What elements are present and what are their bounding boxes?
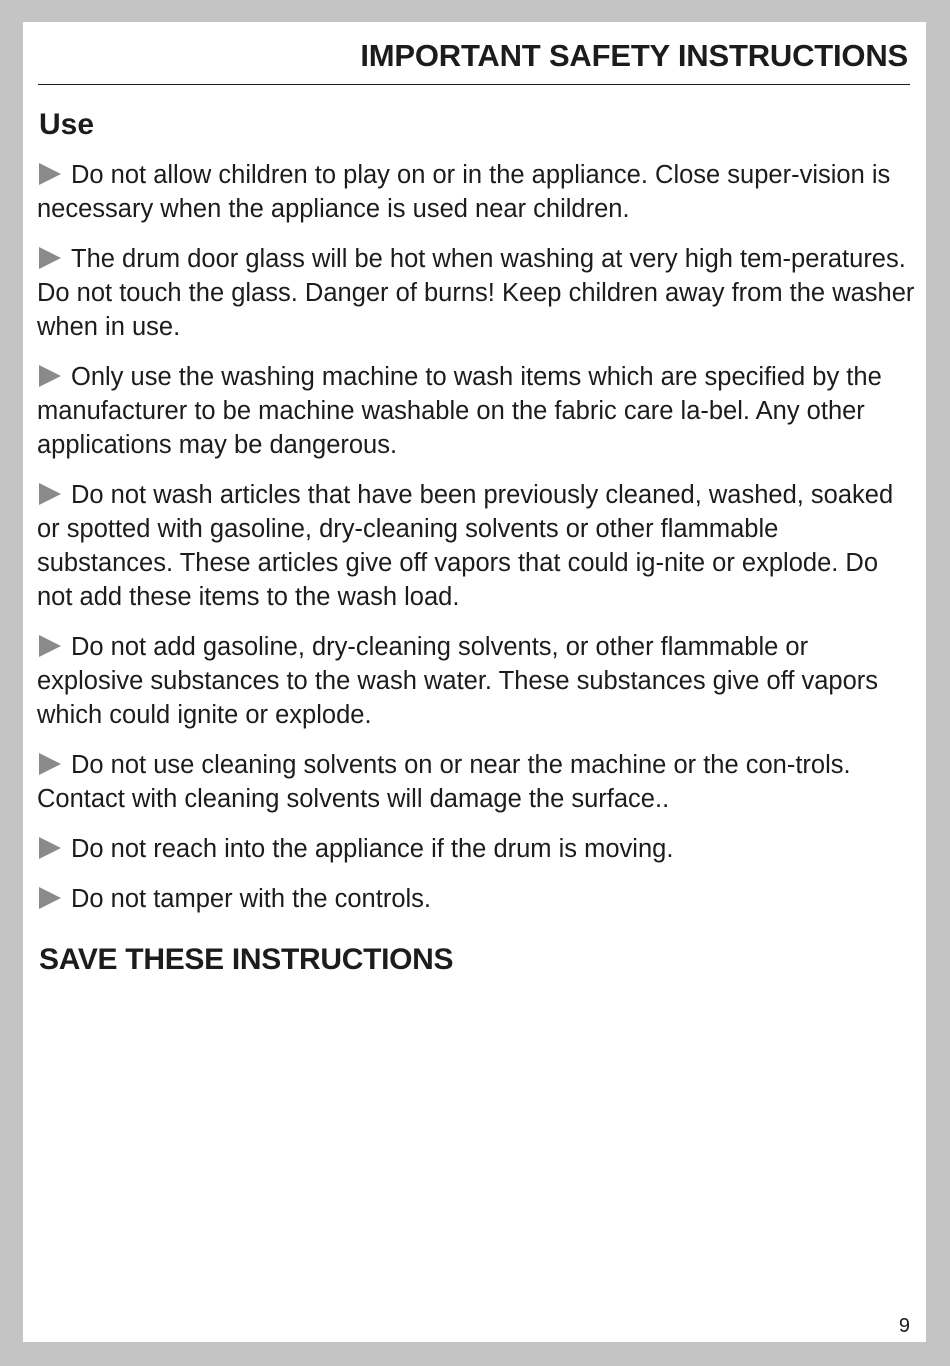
list-item (37, 158, 919, 226)
list-item (37, 882, 919, 916)
list-item (37, 748, 919, 816)
instruction-list (37, 158, 919, 932)
list-item (37, 242, 919, 344)
instruction-text: Do not add gasoline, dry-cleaning solvents, or other flammable or explosive substances to the wash water. These substances give off vapors which could ignite or explode. (37, 633, 879, 729)
page-header-title: IMPORTANT SAFETY INSTRUCTIONS (360, 38, 908, 73)
triangle-right-icon (39, 887, 61, 909)
triangle-right-icon (39, 837, 61, 859)
list-item (37, 630, 919, 732)
triangle-right-icon (39, 163, 61, 185)
triangle-right-icon (39, 483, 61, 505)
triangle-right-icon (39, 753, 61, 775)
instruction-text: Do not allow children to play on or in the appliance. Close super-vision is necessary when the appliance is used near children. (37, 161, 891, 223)
list-item (37, 360, 919, 462)
instruction-text: Do not use cleaning solvents on or near the machine or the con-trols. Contact with cleaning solvents will damage the surface.. (37, 751, 851, 813)
list-item (37, 478, 919, 614)
triangle-right-icon (39, 635, 61, 657)
list-item (37, 832, 919, 866)
page-number: 9 (898, 1315, 910, 1337)
instruction-text: Do not wash articles that have been previously cleaned, washed, soaked or spotted with gasoline, dry-cleaning solvents or other flammable substances. These articles give off vapors that could ig-nite or explode. Do not add these items to the wash load. (37, 481, 894, 611)
instruction-text: The drum door glass will be hot when washing at very high tem-peratures. Do not touch the glass. Danger of burns! Keep children away from the washer when in use. (37, 245, 915, 341)
section-title: Use (39, 108, 95, 141)
save-instructions-heading: SAVE THESE INSTRUCTIONS (39, 943, 454, 976)
triangle-right-icon (39, 365, 61, 387)
header-divider (38, 84, 910, 85)
instruction-text: Do not reach into the appliance if the drum is moving. (71, 835, 674, 863)
instruction-text: Do not tamper with the controls. (71, 885, 432, 913)
triangle-right-icon (39, 247, 61, 269)
instruction-text: Only use the washing machine to wash items which are specified by the manufacturer to be machine washable on the fabric care la-bel. Any other applications may be dangerous. (37, 363, 882, 459)
manual-page (23, 22, 926, 1342)
